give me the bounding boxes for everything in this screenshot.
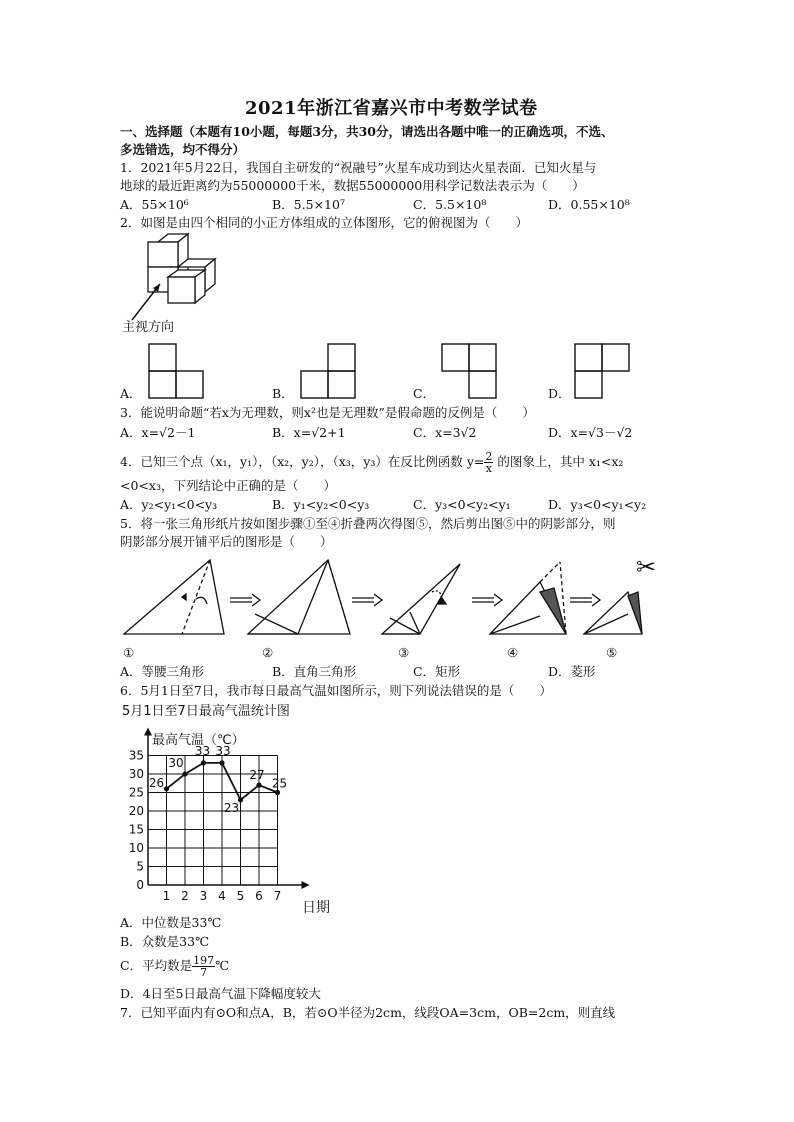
q1-option-d: D．0.55×10⁸ <box>548 197 630 212</box>
x-tick-label: 7 <box>273 889 282 903</box>
y-tick-label: 10 <box>128 841 144 855</box>
data-point <box>219 760 224 765</box>
q2-text: 2．如图是由四个相同的小正方体组成的立体图形，它的俯视图为（ ） <box>120 215 528 230</box>
chart-data-labels <box>149 744 287 815</box>
q6-option-c-suffix: ℃ <box>215 958 230 973</box>
q2-option-a-figure <box>148 343 204 399</box>
y-tick-label: 15 <box>128 822 144 837</box>
q6-option-b: B．众数是33℃ <box>120 934 210 949</box>
y-tick-label: 20 <box>128 804 144 818</box>
section-header-line2: 多选错选，均不得分） <box>120 142 246 157</box>
q2-option-a: A． <box>120 386 142 401</box>
data-label: 26 <box>148 775 165 790</box>
x-tick-label: 3 <box>199 889 208 903</box>
q4-line1 <box>120 451 623 474</box>
q6-option-c-prefix: C．平均数是 <box>120 958 193 973</box>
data-label: 30 <box>168 756 184 770</box>
q1-option-c: C．5.5×10⁸ <box>413 197 487 212</box>
q4-line1-b: 的图象上，其中 x₁<x₂ <box>497 454 624 469</box>
q4-line2: <0<x₃，下列结论中正确的是（ ） <box>120 478 336 493</box>
data-label: 27 <box>249 768 265 783</box>
chart-title: 5月1日至7日最高气温统计图 <box>122 704 290 719</box>
q1-option-b: B．5.5×10⁷ <box>272 197 345 212</box>
q4-option-c: C．y₃<0<y₂<y₁ <box>413 497 511 512</box>
x-tick-label: 6 <box>255 889 263 903</box>
q6-option-c-fraction <box>192 955 215 978</box>
view-direction-label: 主视方向 <box>122 320 175 335</box>
q2-option-d-figure <box>574 343 630 399</box>
data-label: 33 <box>194 743 211 758</box>
q1-option-a: A．55×10⁶ <box>120 197 189 212</box>
q2-option-d: D． <box>548 386 571 401</box>
chart-x-axis-label: 日期 <box>302 900 330 916</box>
y-axis-arrow-icon <box>144 728 152 736</box>
q5-step-label-1: ① <box>123 645 135 660</box>
q4-option-a: A．y₂<y₁<0<y₃ <box>120 497 218 512</box>
q5-step-label-3: ③ <box>398 645 410 660</box>
q5-line2: 阴影部分展开铺平后的图形是（ ） <box>120 534 333 549</box>
q5-step-label-4: ④ <box>507 645 519 660</box>
q5-step-label-2: ② <box>262 645 274 660</box>
q5-line1: 5．将一张三角形纸片按如图步骤①至④折叠两次得图⑤，然后剪出图⑤中的阴影部分，则 <box>120 516 616 531</box>
y-tick-label: 30 <box>128 767 144 781</box>
q3-option-b: B．x=√2+1 <box>272 425 346 440</box>
data-point <box>201 760 206 765</box>
q6-option-c-numerator: 197 <box>193 954 215 967</box>
q5-folding-steps-figure <box>120 552 680 642</box>
chart-y-axis-label: 最高气温（℃） <box>152 733 245 748</box>
x-tick-label: 5 <box>236 889 245 903</box>
q4-function-fraction <box>484 451 493 474</box>
data-label: 25 <box>271 776 288 791</box>
q5-option-c: C．矩形 <box>413 664 461 679</box>
data-label: 33 <box>215 743 231 758</box>
q5-step-label-5: ⑤ <box>606 645 618 660</box>
x-tick-label: 1 <box>162 889 171 903</box>
temperature-line-chart <box>118 728 338 918</box>
data-point <box>182 771 187 776</box>
q6-option-d: D．4日至5日最高气温下降幅度较大 <box>120 986 321 1001</box>
q5-option-b: B．直角三角形 <box>272 664 357 679</box>
q3-option-d: D．x=√3－√2 <box>548 425 633 440</box>
q6-text: 6．5月1日至7日，我市每日最高气温如图所示，则下列说法错误的是（ ） <box>120 683 552 698</box>
section-header-line1: 一、选择题（本题有10小题，每题3分，共30分，请选出各题中唯一的正确选项，不选、 <box>120 124 614 139</box>
x-axis-arrow-icon <box>302 881 310 889</box>
q4-function-y: y= <box>466 454 485 469</box>
q1-line1: 1．2021年5月22日，我国自主研发的“祝融号”火星车成功到达火星表面．已知火星与 <box>120 160 597 175</box>
q6-option-c <box>120 955 229 978</box>
q4-option-b: B．y₁<y₂<0<y₃ <box>272 497 370 512</box>
q6-option-c-denominator: 7 <box>200 966 208 979</box>
q4-function-denominator: x <box>485 462 492 475</box>
y-tick-label: 5 <box>136 859 144 874</box>
q2-option-b-figure <box>300 343 356 399</box>
q7-text: 7．已知平面内有⊙O和点A，B，若⊙O半径为2cm，线段OA=3cm，OB=2cm，则直线 <box>120 1005 616 1020</box>
q6-option-a: A．中位数是33℃ <box>120 915 222 930</box>
q3-option-a: A．x=√2－1 <box>120 425 196 440</box>
x-tick-label: 2 <box>181 889 189 903</box>
x-tick-label: 4 <box>218 889 226 903</box>
y-tick-label: 35 <box>128 748 144 763</box>
q2-option-c-figure <box>441 343 497 399</box>
q2-option-b: B． <box>272 386 294 401</box>
q4-line1-a: 4．已知三个点（x₁，y₁），（x₂，y₂），（x₃，y₃）在反比例函数 <box>120 454 463 469</box>
q5-option-a: A．等腰三角形 <box>120 664 205 679</box>
page-title: 2021年浙江省嘉兴市中考数学试卷 <box>245 98 538 119</box>
data-point <box>275 790 280 795</box>
scissors-icon: ✂ <box>636 553 657 581</box>
data-point <box>164 786 169 791</box>
y-tick-label: 0 <box>136 878 144 892</box>
data-point <box>256 783 261 788</box>
q3-text: 3．能说明命题“若x为无理数，则x²也是无理数”是假命题的反例是（ ） <box>120 405 535 420</box>
data-label: 23 <box>223 800 240 815</box>
q1-line2: 地球的最近距离约为55000000千米，数据55000000用科学记数法表示为（ ） <box>120 178 585 193</box>
q4-function-numerator: 2 <box>485 450 493 463</box>
q2-option-c: C． <box>413 386 436 401</box>
q4-option-d: D．y₃<0<y₁<y₂ <box>548 497 647 512</box>
y-tick-label: 25 <box>128 785 144 800</box>
q3-option-c: C．x=3√2 <box>413 425 477 440</box>
q5-option-d: D．菱形 <box>548 664 596 679</box>
